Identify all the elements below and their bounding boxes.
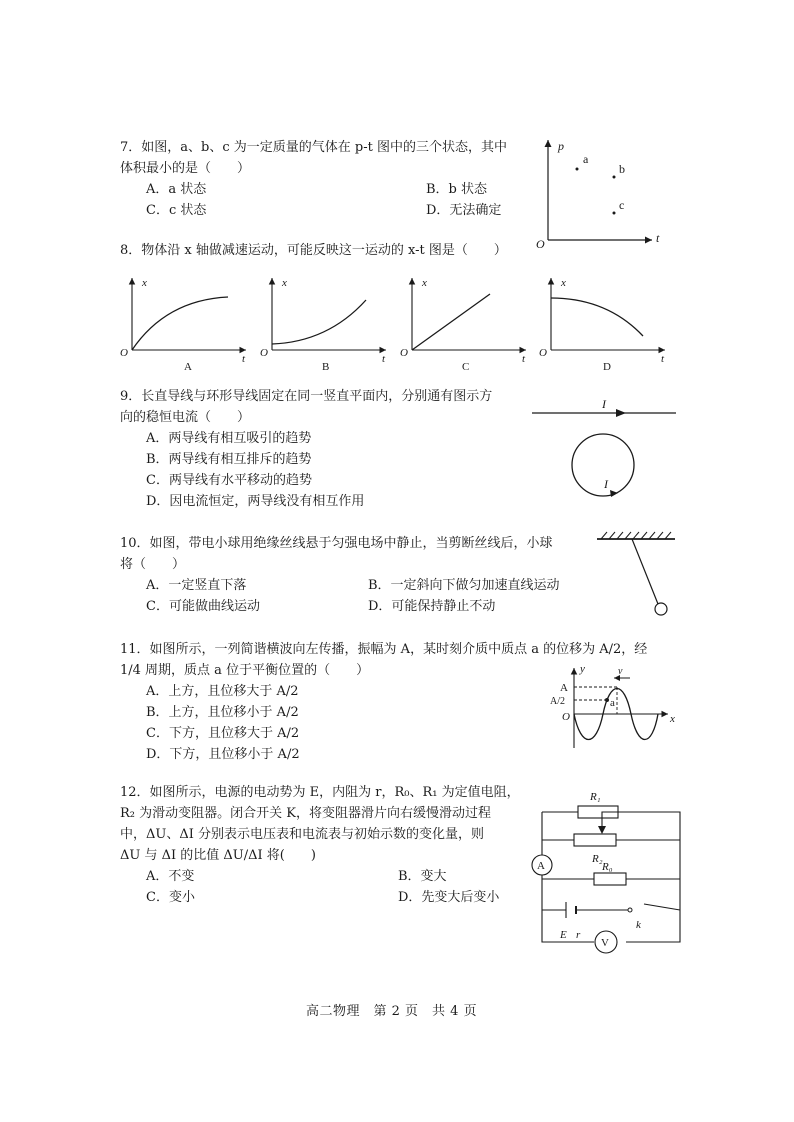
q11-amp-label: A [560, 682, 568, 694]
q11-velocity-label: v [618, 666, 623, 677]
q12-ammeter-label: A [537, 860, 545, 872]
q9-current-label-1: I [602, 397, 606, 411]
q8-c-y-label: x [422, 277, 427, 289]
q12-r0-label: R₀ [602, 861, 613, 873]
q9-wire-arrow [616, 409, 626, 417]
q11-stem-line2: 1/4 周期，质点 a 位于平衡位置的（ ） [120, 663, 370, 678]
q8-graph-d [537, 270, 677, 375]
q8-c-label: C [462, 361, 470, 373]
q9-loop-arrow [610, 490, 618, 497]
q7-label-c: c [619, 198, 625, 212]
q12-option-b: B．变大 [398, 869, 447, 884]
q8-b-origin: O [260, 347, 268, 359]
q10-ball [655, 603, 667, 615]
q7-option-d: D．无法确定 [426, 203, 502, 218]
q9-option-c: C．两导线有水平移动的趋势 [146, 473, 312, 488]
q7-label-b: b [619, 162, 625, 176]
q12-emf-label: E [560, 929, 567, 941]
q11-half-label: A/2 [550, 696, 565, 707]
page-footer: 高二物理 第 2 页 共 4 页 [306, 1004, 478, 1019]
q11-wave-figure [550, 662, 680, 754]
q8-a-x-label: t [242, 353, 246, 365]
q11-option-d: D．下方，且位移小于 A/2 [146, 747, 300, 762]
q10-stem-line2: 将（ ） [120, 557, 186, 572]
q12-voltmeter-label: V [601, 937, 609, 949]
q9-loop-wire [572, 434, 634, 496]
q12-resistor-r2 [574, 834, 616, 846]
q8-graph-a [118, 270, 258, 375]
q11-stem-line1: 11．如图所示，一列简谐横波向左传播，振幅为 A，某时刻介质中质点 a 的位移为 A/2，经 [120, 642, 648, 657]
q8-graph-b [258, 270, 398, 375]
q12-switch-label: k [636, 919, 641, 931]
q7-label-a: a [583, 152, 589, 166]
q8-a-origin: O [120, 347, 128, 359]
q7-option-b: B．b 状态 [426, 182, 488, 197]
q11-point-label: a [610, 697, 615, 709]
q12-r1-label: R₁ [590, 791, 601, 803]
q9-option-a: A．两导线有相互吸引的趋势 [146, 431, 312, 446]
q7-stem-line1: 7．如图，a、b、c 为一定质量的气体在 p-t 图中的三个状态，其中 [120, 140, 507, 155]
q8-stem: 8．物体沿 x 轴做减速运动，可能反映这一运动的 x-t 图是（ ） [120, 243, 507, 258]
q12-switch-contact [628, 908, 632, 912]
q10-option-a: A．一定竖直下落 [146, 578, 247, 593]
q12-circuit-figure [522, 782, 684, 964]
q7-pt-graph [530, 130, 670, 255]
q12-stem-line1: 12．如图所示，电源的电动势为 E，内阻为 r，R₀、R₁ 为定值电阻， [120, 785, 520, 800]
q7-option-c: C．c 状态 [146, 203, 207, 218]
q7-point-c [613, 212, 616, 215]
q8-b-x-label: t [382, 353, 386, 365]
q8-d-label: D [603, 361, 611, 373]
q8-c-x-label: t [522, 353, 526, 365]
q8-b-curve [272, 300, 366, 344]
q7-point-b [613, 176, 616, 179]
q12-r2-label: R₂ [592, 853, 603, 865]
q11-origin: O [562, 711, 570, 723]
q11-x-label: x [670, 713, 675, 725]
q12-stem-line4: ΔU 与 ΔI 的比值 ΔU/ΔI 将( ) [120, 848, 316, 863]
q10-option-c: C．可能做曲线运动 [146, 599, 260, 614]
q8-b-label: B [322, 361, 330, 373]
q9-stem-line1: 9．长直导线与环形导线固定在同一竖直平面内，分别通有图示方 [120, 389, 493, 404]
q10-stem-line1: 10．如图，带电小球用绝缘丝线悬于匀强电场中静止，当剪断丝线后，小球 [120, 536, 553, 551]
q10-option-d: D．可能保持静止不动 [368, 599, 496, 614]
q8-c-origin: O [400, 347, 408, 359]
q11-option-a: A．上方，且位移大于 A/2 [146, 684, 299, 699]
q7-option-a: A．a 状态 [146, 182, 207, 197]
q7-x-label: t [656, 231, 660, 245]
q10-option-b: B．一定斜向下做匀加速直线运动 [368, 578, 560, 593]
q12-internal-label: r [576, 929, 581, 941]
q8-a-label: A [184, 361, 192, 373]
q9-option-b: B．两导线有相互排斥的趋势 [146, 452, 312, 467]
q12-stem-line3: 中，ΔU、ΔI 分别表示电压表和电流表与初始示数的变化量，则 [120, 827, 485, 842]
q9-current-label-2: I [604, 477, 608, 491]
q12-stem-line2: R₂ 为滑动变阻器。闭合开关 K，将变阻器滑片向右缓慢滑动过程 [120, 806, 491, 821]
q8-d-origin: O [539, 347, 547, 359]
q7-y-label: p [558, 139, 564, 153]
q8-graph-c [398, 270, 538, 375]
q9-option-d: D．因电流恒定，两导线没有相互作用 [146, 494, 365, 509]
q12-option-c: C．变小 [146, 890, 195, 905]
q7-stem-line2: 体积最小的是（ ） [120, 161, 251, 176]
q11-y-label: y [580, 663, 585, 675]
q9-stem-line2: 向的稳恒电流（ ） [120, 410, 251, 425]
q9-wire-figure [530, 397, 680, 510]
q11-point-a [605, 698, 609, 702]
q8-b-y-label: x [282, 277, 287, 289]
q8-d-x-label: t [661, 353, 665, 365]
q8-d-y-label: x [561, 277, 566, 289]
q12-resistor-r0 [594, 873, 626, 885]
q7-point-a [576, 168, 579, 171]
q12-option-d: D．先变大后变小 [398, 890, 500, 905]
q8-c-line [412, 294, 490, 350]
q8-a-curve [132, 297, 228, 350]
q7-origin: O [536, 237, 545, 251]
q10-thread [632, 539, 658, 604]
q10-ceiling-hatch [601, 532, 671, 539]
q8-a-y-label: x [142, 277, 147, 289]
q11-option-b: B．上方，且位移小于 A/2 [146, 705, 299, 720]
q8-d-curve [551, 298, 643, 336]
q11-option-c: C．下方，且位移大于 A/2 [146, 726, 300, 741]
q12-option-a: A．不变 [146, 869, 195, 884]
q10-pendulum-figure [595, 528, 680, 620]
